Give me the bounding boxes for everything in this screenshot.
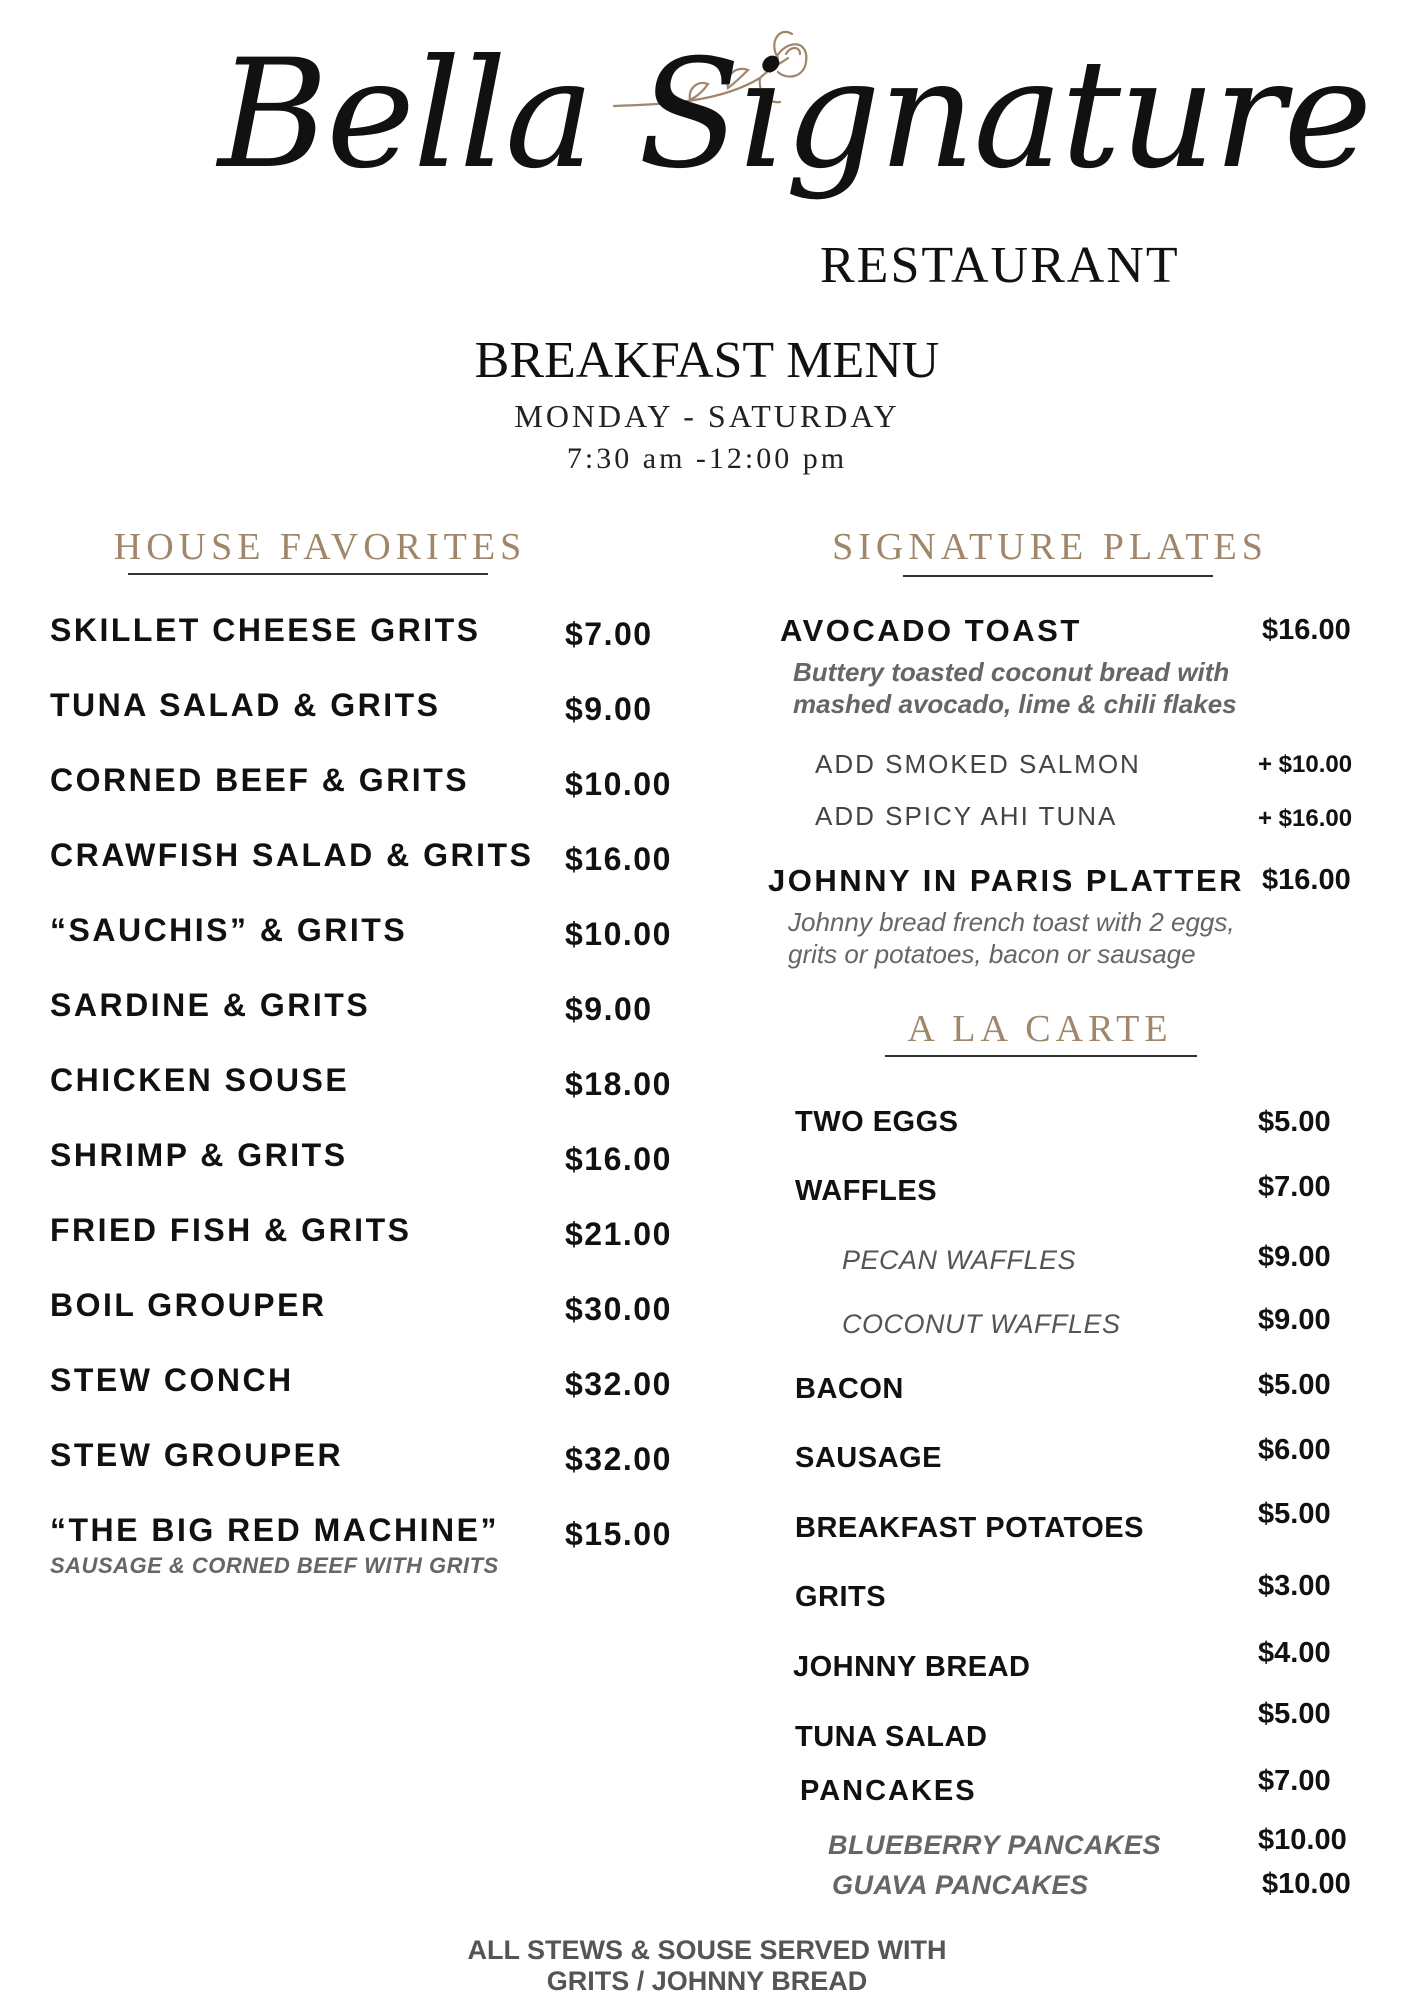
item-name: “SAUCHIS” & GRITS	[50, 912, 408, 948]
item-name: FRIED FISH & GRITS	[50, 1212, 412, 1248]
footer-line: GRITS / JOHNNY BREAD	[546, 1966, 868, 1996]
menu-item	[50, 1137, 700, 1197]
menu-item	[50, 987, 700, 1047]
brand-subtitle: RESTAURANT	[820, 237, 1180, 294]
footer-note	[0, 1935, 1414, 1997]
a-la-carte-item-price: $9.00	[1258, 1304, 1331, 1336]
a-la-carte-subitem-name: BLUEBERRY PANCAKES	[828, 1830, 1162, 1860]
signature-plates-heading: SIGNATURE PLATES	[832, 526, 1268, 568]
description-line: grits or potatoes, bacon or sausage	[788, 939, 1196, 969]
menu-title: BREAKFAST MENU	[474, 332, 940, 389]
menu-item	[50, 1437, 700, 1497]
item-price: $32.00	[565, 1366, 672, 1402]
house-favorites-heading: HOUSE FAVORITES	[113, 526, 527, 568]
a-la-carte-item-price: $5.00	[1258, 1498, 1331, 1530]
menu-hours: 7:30 am -12:00 pm	[566, 442, 848, 475]
menu-item	[50, 1287, 700, 1347]
a-la-carte-item-price: $10.00	[1258, 1824, 1347, 1856]
item-price: $9.00	[565, 691, 653, 727]
description-line: mashed avocado, lime & chili flakes	[793, 689, 1237, 719]
a-la-carte-item-price: $5.00	[1258, 1106, 1331, 1138]
item-price: $30.00	[565, 1291, 672, 1327]
item-name: SKILLET CHEESE GRITS	[50, 612, 481, 648]
item-price: $16.00	[565, 841, 672, 877]
a-la-carte-heading: A LA CARTE	[907, 1008, 1173, 1050]
a-la-carte-subitem-name: GUAVA PANCAKES	[832, 1870, 1089, 1900]
a-la-carte-item-name: BACON	[795, 1373, 904, 1405]
item-price: $18.00	[565, 1066, 672, 1102]
item-name: SHRIMP & GRITS	[50, 1137, 348, 1173]
a-la-carte-subitem-name: PECAN WAFFLES	[842, 1245, 1077, 1275]
menu-days: MONDAY - SATURDAY	[514, 398, 900, 434]
addon-spicy-ahi-tuna: ADD SPICY AHI TUNA	[815, 801, 1118, 831]
menu-item	[50, 1362, 700, 1422]
addon-smoked-salmon: ADD SMOKED SALMON	[815, 749, 1141, 779]
avocado-toast-price: $16.00	[1262, 614, 1351, 646]
menu-item	[50, 912, 700, 972]
item-name: CRAWFISH SALAD & GRITS	[50, 837, 534, 873]
a-la-carte-divider	[885, 1055, 1197, 1057]
addon-spicy-ahi-tuna-price: + $16.00	[1258, 805, 1353, 832]
item-price: $32.00	[565, 1441, 672, 1477]
a-la-carte-item-name: PANCAKES	[800, 1775, 977, 1807]
a-la-carte-item-name: BREAKFAST POTATOES	[795, 1512, 1144, 1544]
a-la-carte-item-price: $6.00	[1258, 1434, 1331, 1466]
menu-item	[50, 1062, 700, 1122]
a-la-carte-item-price: $9.00	[1258, 1241, 1331, 1273]
a-la-carte-item-name: GRITS	[795, 1581, 887, 1613]
johnny-platter-name: JOHNNY IN PARIS PLATTER	[768, 863, 1245, 898]
brand-script-logo: Bella Signature	[218, 28, 1371, 202]
item-name: SARDINE & GRITS	[50, 987, 371, 1023]
a-la-carte-item-name: TUNA SALAD	[795, 1721, 988, 1753]
item-price: $15.00	[565, 1516, 672, 1552]
description-line: Johnny bread french toast with 2 eggs,	[788, 907, 1235, 937]
menu-item	[50, 762, 700, 822]
a-la-carte-item-name: TWO EGGS	[795, 1106, 959, 1138]
a-la-carte-subitem-name: COCONUT WAFFLES	[842, 1309, 1121, 1339]
footer-line: ALL STEWS & SOUSE SERVED WITH	[467, 1935, 947, 1965]
description-line: Buttery toasted coconut bread with	[793, 657, 1230, 687]
menu-item	[50, 1212, 700, 1272]
johnny-platter-price: $16.00	[1262, 864, 1351, 896]
item-price: $16.00	[565, 1141, 672, 1177]
menu-item	[50, 837, 700, 897]
addon-smoked-salmon-price: + $10.00	[1258, 751, 1353, 778]
item-description: SAUSAGE & CORNED BEEF WITH GRITS	[50, 1553, 499, 1578]
item-price: $21.00	[565, 1216, 672, 1252]
menu-item	[50, 687, 700, 747]
a-la-carte-item-price: $5.00	[1258, 1698, 1331, 1730]
a-la-carte-item-name: JOHNNY BREAD	[793, 1651, 1031, 1683]
a-la-carte-item-price: $7.00	[1258, 1765, 1331, 1797]
signature-plates-divider	[903, 575, 1213, 577]
item-price: $7.00	[565, 616, 653, 652]
item-name: CHICKEN SOUSE	[50, 1062, 350, 1098]
a-la-carte-item-price: $4.00	[1258, 1637, 1331, 1669]
menu-item	[50, 612, 700, 672]
a-la-carte-item-price: $5.00	[1258, 1369, 1331, 1401]
item-name: TUNA SALAD & GRITS	[50, 687, 441, 723]
a-la-carte-item-name: SAUSAGE	[795, 1442, 942, 1474]
a-la-carte-item-price: $7.00	[1258, 1171, 1331, 1203]
item-name: “THE BIG RED MACHINE”	[50, 1512, 499, 1548]
item-name: STEW CONCH	[50, 1362, 294, 1398]
item-price: $10.00	[565, 766, 672, 802]
a-la-carte-item-price: $3.00	[1258, 1570, 1331, 1602]
item-name: STEW GROUPER	[50, 1437, 344, 1473]
item-name: BOIL GROUPER	[50, 1287, 327, 1323]
item-price: $9.00	[565, 991, 653, 1027]
house-favorites-divider	[128, 573, 488, 575]
avocado-toast-description	[793, 656, 1237, 720]
a-la-carte-item-name: WAFFLES	[795, 1175, 938, 1207]
a-la-carte-item-price: $10.00	[1262, 1868, 1351, 1900]
avocado-toast-name: AVOCADO TOAST	[780, 613, 1082, 648]
item-name: CORNED BEEF & GRITS	[50, 762, 470, 798]
item-price: $10.00	[565, 916, 672, 952]
johnny-platter-description	[788, 906, 1235, 970]
